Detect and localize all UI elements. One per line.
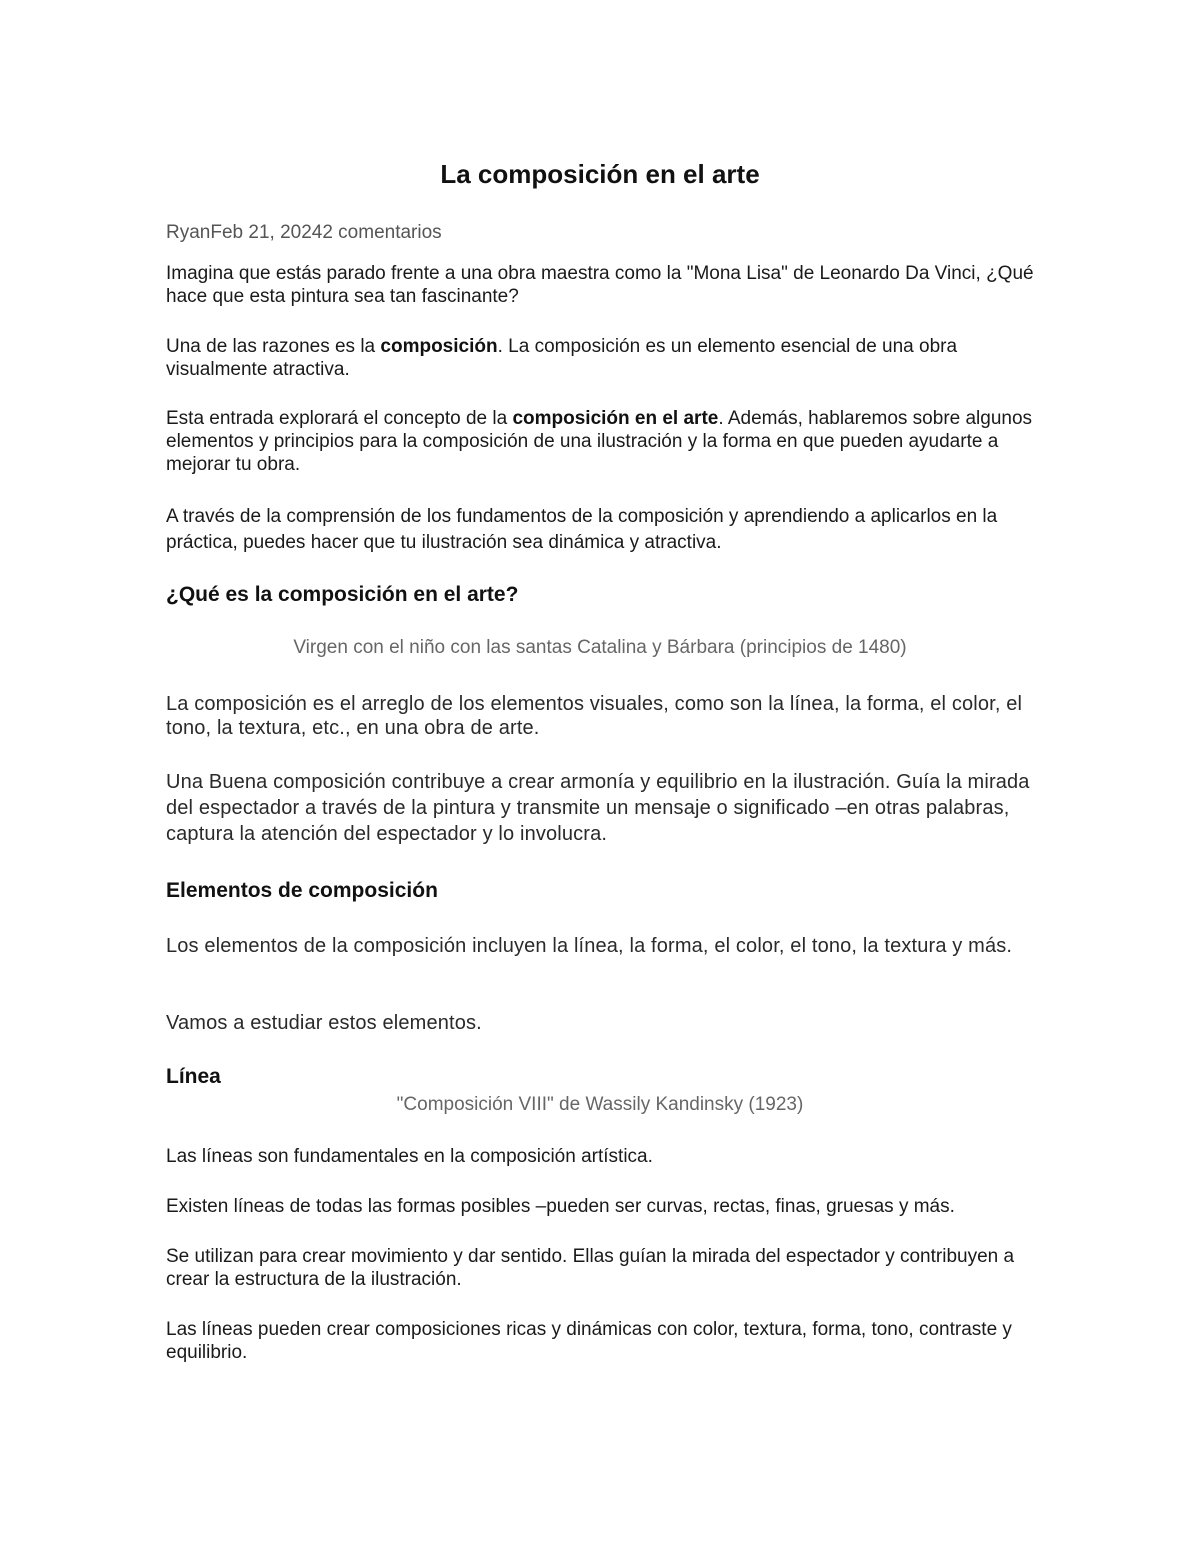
image-caption-kandinsky: "Composición VIII" de Wassily Kandinsky (1923) (396, 1094, 804, 1115)
article-meta: RyanFeb 21, 20242 comentarios (166, 222, 442, 243)
intro-paragraph-2-bold: composición (380, 336, 498, 357)
intro-paragraph-3-start: Esta entrada explorará el concepto de la (166, 408, 513, 429)
line-paragraph-2: Existen líneas de todas las formas posibles –pueden ser curvas, rectas, finas, gruesas y más. (166, 1196, 955, 1217)
image-caption-virgen: Virgen con el niño con las santas Catalina y Bárbara (principios de 1480) (293, 637, 907, 658)
line-paragraph-1: Las líneas son fundamentales en la composición artística. (166, 1146, 653, 1167)
section-heading-what: ¿Qué es la composición en el arte? (166, 583, 519, 606)
section-heading-line: Línea (166, 1065, 221, 1088)
elements-paragraph-2: Vamos a estudiar estos elementos. (166, 1012, 482, 1034)
intro-paragraph-3-end: . Además, hablaremos sobre algunos elementos y principios para la composición de una ilustración y la forma en que pueden ayudarte a mejorar tu obra. (166, 408, 1033, 475)
article-title: La composición en el arte (440, 159, 760, 189)
what-paragraph-2: Una Buena composición contribuye a crear armonía y equilibrio en la ilustración. Guía la mirada del espectador a través de la pintura y transmite un mensaje o significado –en otras palabras, captura la atención del espectador y lo involucra. (166, 771, 1030, 845)
intro-paragraph-1: Imagina que estás parado frente a una obra maestra como la "Mona Lisa" de Leonardo Da Vinci, ¿Qué hace que esta pintura sea tan fascinante? (166, 263, 1034, 307)
section-heading-elements: Elementos de composición (166, 879, 438, 902)
intro-paragraph-2 (166, 335, 1046, 381)
line-paragraph-4: Las líneas pueden crear composiciones ricas y dinámicas con color, textura, forma, tono, contraste y equilibrio. (166, 1319, 1012, 1363)
intro-paragraph-4: A través de la comprensión de los fundamentos de la composición y aprendiendo a aplicarlos en la práctica, puedes hacer que tu ilustración sea dinámica y atractiva. (166, 506, 998, 553)
intro-paragraph-3 (166, 407, 1046, 476)
intro-paragraph-3-bold: composición en el arte (512, 408, 719, 429)
intro-paragraph-2-end: . La composición es un elemento esencial de una obra visualmente atractiva. (166, 336, 958, 380)
what-paragraph-1: La composición es el arreglo de los elementos visuales, como son la línea, la forma, el color, el tono, la textura, etc., en una obra de arte. (166, 693, 1023, 739)
elements-paragraph-1: Los elementos de la composición incluyen la línea, la forma, el color, el tono, la textura y más. (166, 935, 1013, 957)
intro-paragraph-2-start: Una de las razones es la (166, 336, 381, 357)
line-paragraph-3: Se utilizan para crear movimiento y dar sentido. Ellas guían la mirada del espectador y contribuyen a crear la estructura de la ilustración. (166, 1246, 1015, 1290)
